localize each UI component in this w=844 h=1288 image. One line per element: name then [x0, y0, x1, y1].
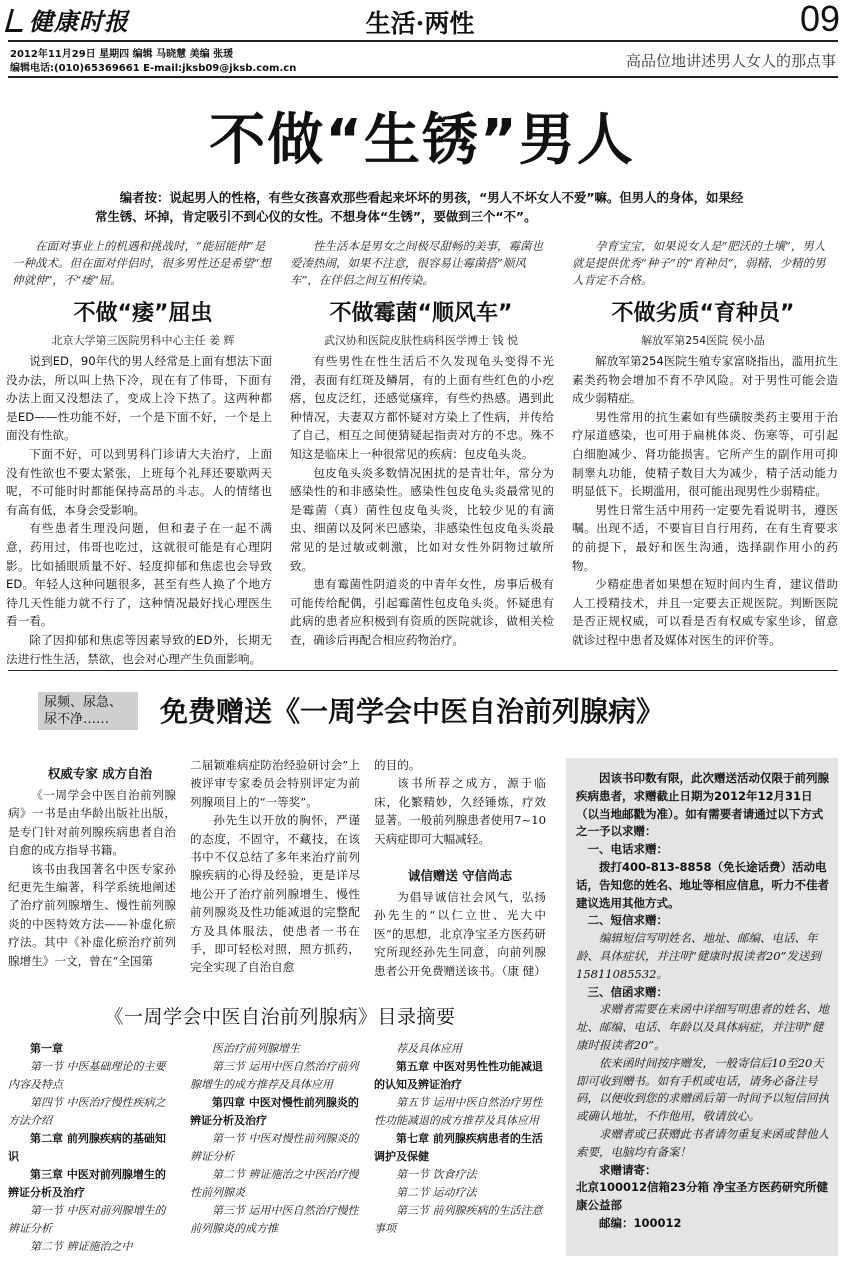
promo-col1 [8, 786, 176, 970]
address-title: 求赠请寄： [599, 1162, 657, 1177]
promo-paragraph: 《一周学会中医自治前列腺病》一书是由华龄出版社出版，是专门针对前列腺疾病患者自治自愈的成方指导书籍。 [8, 788, 176, 858]
col3-paragraph: 解放军第254医院生殖专家富晓指出，滥用抗生素类药物会增加不育不孕风险。对于男性可能会造成少弱精症。 [572, 354, 838, 406]
section-divider [8, 670, 838, 671]
toc-entry: 第五节 运用中医自然治疗男性性功能减退的成方推荐及具体应用 [374, 1096, 543, 1127]
col1-intro: 在面对事业上的机遇和挑战时，“能屈能伸”是一种战术。但在面对伴侣时，很多男性还是希望“想伸就伸”，不“痿”屈。 [12, 239, 271, 287]
toc-column-2 [190, 1040, 360, 1238]
col2-paragraph: 包皮龟头炎多数情况困扰的是青壮年，常分为感染性的和非感染性。感染性包皮龟头炎最常见的是霉菌（真）菌性包皮龟头炎，比较少见的有滴虫、细菌以及阿米巴感染，非感染性包皮龟头炎最常见的是过敏或刺激，比如对女性外阴物过敏所致。 [290, 465, 554, 573]
promo-paragraph: 孙先生以开放的胸怀，严谨的态度，不固守，不藏技，在该书中不仅总结了多年来治疗前列腺疾病的心得及经验，更是详尽地公开了治疗前列腺增生、慢性前列腺炎及性功能减退的完整配方及具体服法，使患者一书在手，即可轻松对照，照方抓药，完全实现了自治自愈 [190, 813, 360, 975]
toc-entry: 第五章 中医对男性性功能减退的认知及辨证治疗 [374, 1060, 543, 1091]
col1-body [6, 352, 272, 668]
masthead-logo [8, 2, 138, 36]
phone-method-title: 一、电话求赠： [587, 842, 668, 857]
promo-subhead: 权威专家 成方自治 [47, 766, 153, 781]
toc-entry: 第三章 中医对前列腺增生的辨证分析及治疗 [8, 1168, 166, 1199]
promo-tag: 尿频、尿急、尿不净…… [38, 692, 138, 730]
sms-method-text: 编辑短信写明姓名、地址、邮编、电话、年龄、具体症状，并注明“健康时报读者20”发送到15811085532。 [576, 931, 821, 981]
section-name: 生活·两性 [365, 9, 475, 38]
phone-method-text: 拨打400-813-8858（免长途话费）活动电话，告知您的姓名、地址等相应信息，听力不佳者建议选用其他方式。 [576, 859, 829, 910]
logo-icon [5, 9, 28, 32]
promo-col3a [374, 756, 546, 848]
mail-method-title: 三、信函求赠： [587, 984, 668, 999]
col3-title: 不做劣质“育种员” [611, 301, 795, 326]
col1-title: 不做“痿”屈虫 [73, 301, 213, 326]
logo-text: 健康时报 [29, 7, 129, 36]
contact-line: 编辑电话:(010)65369661 E-mail:jksb09@jksb.com.cn [10, 63, 297, 74]
promo-paragraph: 该书由我国著名中医专家孙纪更先生编著，科学系统地阐述了治疗前列腺增生、慢性前列腺炎的中医特效方法——补虚化瘀疗法。其中《补虚化瘀治疗前列腺增生》一文，曾在“全国第 [8, 861, 176, 968]
col1-paragraph: 说到ED，90年代的男人经常是上面有想法下面没办法，所以叫上热下冷，现在有了伟哥，下面有办法上面又没想法了，变成上冷下热了。这两种都是ED——性功能不好，一个是下面不好，一个是上面没有性欲。 [6, 354, 272, 443]
col3-paragraph: 男性日常生活中用药一定要先看说明书，遵医嘱。出现不适，不要盲目自行用药，在有生育要求的前提下，最好和医生沟通，选择副作用小的药物。 [572, 502, 838, 573]
toc-entry: 荐及具体应用 [396, 1042, 462, 1055]
toc-entry: 第一节 饮食疗法 [396, 1168, 477, 1181]
promo-paragraph: 为倡导诚信社会风气，弘扬孙先生的“以仁立世、光大中医”的思想，北京净宝圣方医药研究所现经孙先生同意，向前列腺患者公开免费赠送该书。（康 健） [374, 890, 546, 978]
col3-body [572, 352, 838, 650]
page-number: 09 [799, 0, 840, 39]
mail-method-text: 求赠者需要在来函中详细写明患者的姓名、地址、邮编、电话、年龄以及具体病症，并注明“健康时报读者20”。 [576, 1002, 829, 1052]
promo-col2 [190, 756, 360, 977]
toc-entry: 第三节 前列腺疾病的生活注意事项 [374, 1204, 543, 1235]
toc-entry: 第二节 辨证施治之中医治疗慢性前列腺炎 [190, 1168, 359, 1199]
col1-paragraph: 有些患者生理没问题，但和妻子在一起不满意，药用过，伟哥也吃过，这就很可能是有心理阴影。比如插眼质量不好、轻度抑郁和焦虑也会导致ED。年轻人这种问题很多，甚至有些人换了个地方待几天性能力就不行了，这种情况最好找心理医生看一看。 [6, 521, 272, 629]
toc-entry: 第一节 中医对慢性前列腺炎的辨证分析 [190, 1132, 359, 1163]
header-rule-bottom [8, 76, 838, 78]
date-line: 2012年11月29日 星期四 编辑 马晓慧 美编 张瑗 [10, 49, 234, 60]
toc-entry: 第四节 中医治疗慢性疾病之方法介绍 [8, 1096, 166, 1127]
toc-entry: 第一节 中医对前列腺增生的辨证分析 [8, 1204, 166, 1235]
col2-paragraph: 有些男性在性生活后不久发现龟头变得不光滑，表面有红斑及鳞屑，有的上面有些红色的小疙瘩，包皮泛红，还感觉瘙痒，有些灼热感。遇到此种情况，夫妻双方都怀疑对方染上了性病，并传给了自己，相互之间便猜疑起指责对方的不忠。殊不知这是临床上一种很常见的疾病：包皮龟头炎。 [290, 354, 554, 461]
request-intro: 因该书印数有限，此次赠送活动仅限于前列腺疾病患者，求赠截止日期为2012年12月31日（以当地邮戳为准）。如有需要者请通过以下方式之一予以求赠： [576, 771, 829, 839]
col3-intro: 孕育宝宝，如果说女人是“肥沃的土壤”，男人就是提供优秀“种子”的“育种员”，弱精、少精的男人肯定不合格。 [572, 239, 826, 287]
postcode: 邮编：100012 [599, 1215, 682, 1230]
toc-column-3 [374, 1040, 546, 1238]
toc-title: 《一周学会中医自治前列腺病》目录摘要 [104, 1006, 456, 1028]
col2-body [290, 352, 554, 650]
request-box-content [576, 770, 830, 1233]
col2-byline: 武汉协和医院皮肤性病科医学博士 钱 悦 [324, 334, 518, 347]
feature-headline: 不做“生锈”男人 [209, 108, 635, 173]
col1-paragraph: 除了因抑郁和焦虑等因素导致的ED外，长期无法进行性生活，禁欲，也会对心理产生负面影响。 [6, 632, 272, 666]
mail-method-note: 依来函时间按序赠发，一般寄信后10至20天即可收到赠书。如有手机或电话，请务必备注号码，以便收到您的求赠函后第一时间予以短信回执或确认地址，不作他用，敬请放心。 [576, 1055, 829, 1124]
header-rule-top [8, 40, 838, 42]
promo-paragraph: 的目的。 [374, 758, 421, 772]
col2-title: 不做霉菌“顺风车” [329, 301, 513, 326]
mail-address: 北京100012信箱23分箱 净宝圣方医药研究所健康公益部 [576, 1180, 829, 1213]
toc-entry: 第二节 辨证施治之中 [30, 1240, 133, 1253]
toc-column-1 [8, 1040, 176, 1256]
col2-paragraph: 患有霉菌性阴道炎的中青年女性，房事后极有可能传给配偶，引起霉菌性包皮龟头炎。怀疑患有此病的患者应积极到有资质的医院就诊，做相关检查，确诊后再配合相应药物治疗。 [290, 577, 554, 647]
col3-byline: 解放军第254医院 侯小晶 [641, 334, 765, 347]
col3-paragraph: 少精症患者如果想在短时间内生育，建议借助人工授精技术，并且一定要去正规医院。判断医院是否正规权威，可以看是否有权威专家坐诊，留意就诊过程中患者及媒体对医生的评价等。 [572, 577, 838, 647]
mail-method-warning: 求赠者或已获赠此书者请勿重复来函或替他人索要，电脑均有备案！ [576, 1126, 829, 1159]
col1-paragraph: 下面不好，可以到男科门诊请大夫治疗，上面没有性欲也不要太紧张，上班每个礼拜还要歇两天呢，不可能时时都能保持高昂的斗志。人的情绪也有高有低，本身会受影响。 [6, 446, 272, 517]
toc-entry: 第三节 运用中医自然治疗前列腺增生的成方推荐及具体应用 [190, 1060, 359, 1091]
toc-entry: 第一章 [30, 1042, 63, 1055]
promo-headline: 免费赠送《一周学会中医自治前列腺病》 [160, 695, 665, 728]
toc-entry: 医治疗前列腺增生 [212, 1042, 300, 1055]
toc-entry: 第二节 运动疗法 [396, 1186, 477, 1199]
toc-entry: 第四章 中医对慢性前列腺炎的辨证分析及治疗 [190, 1096, 359, 1127]
col2-intro: 性生活本是男女之间极尽甜畅的美事，霉菌也爱凑热闹，如果不注意，很容易让霉菌搭“顺风车”，在伴侣之间互相传染。 [290, 239, 543, 287]
promo-col3-subhead: 诚信赠送 守信尚志 [407, 868, 513, 883]
promo-paragraph: 该书所荐之成方，源于临床，化繁精妙，久经锤炼，疗效显著。一般前列腺患者使用7~10天病症即可大幅减轻。 [374, 776, 546, 846]
toc-entry: 第一节 中医基础理论的主要内容及特点 [8, 1060, 166, 1091]
page-slogan: 高品位地讲述男人女人的那点事 [625, 52, 836, 70]
editor-note: 编者按：说起男人的性格，有些女孩喜欢那些看起来坏坏的男孩，“男人不坏女人不爱”嘛。但男人的身体，如果经常生锈、坏掉，肯定吸引不到心仪的女性。不想身体“生锈”，要做到三个“不”。 [95, 190, 744, 224]
col1-byline: 北京大学第三医院男科中心主任 姜 辉 [51, 334, 235, 347]
promo-paragraph: 二届颖难病症防治经验研讨会”上被评审专家委员会特别评定为前列腺项目上的“一等奖”。 [190, 758, 360, 809]
promo-col3b [374, 888, 546, 980]
toc-entry: 第三节 运用中医自然治疗慢性前列腺炎的成方推 [190, 1204, 359, 1235]
col3-paragraph: 男性常用的抗生素如有些磺胺类药主要用于治疗尿道感染，也可用于扁桃体炎、伤寒等，可引起白细胞减少、肾功能损害。它所产生的副作用可抑制睾丸功能，使精子数目大为减少，精子活动能力明显低下。长期滥用，很可能出现男性少弱精症。 [572, 409, 838, 499]
toc-entry: 第二章 前列腺疾病的基础知识 [8, 1132, 166, 1163]
sms-method-title: 二、短信求赠： [587, 913, 668, 928]
toc-entry: 第七章 前列腺疾病患者的生活调护及保健 [374, 1132, 543, 1163]
